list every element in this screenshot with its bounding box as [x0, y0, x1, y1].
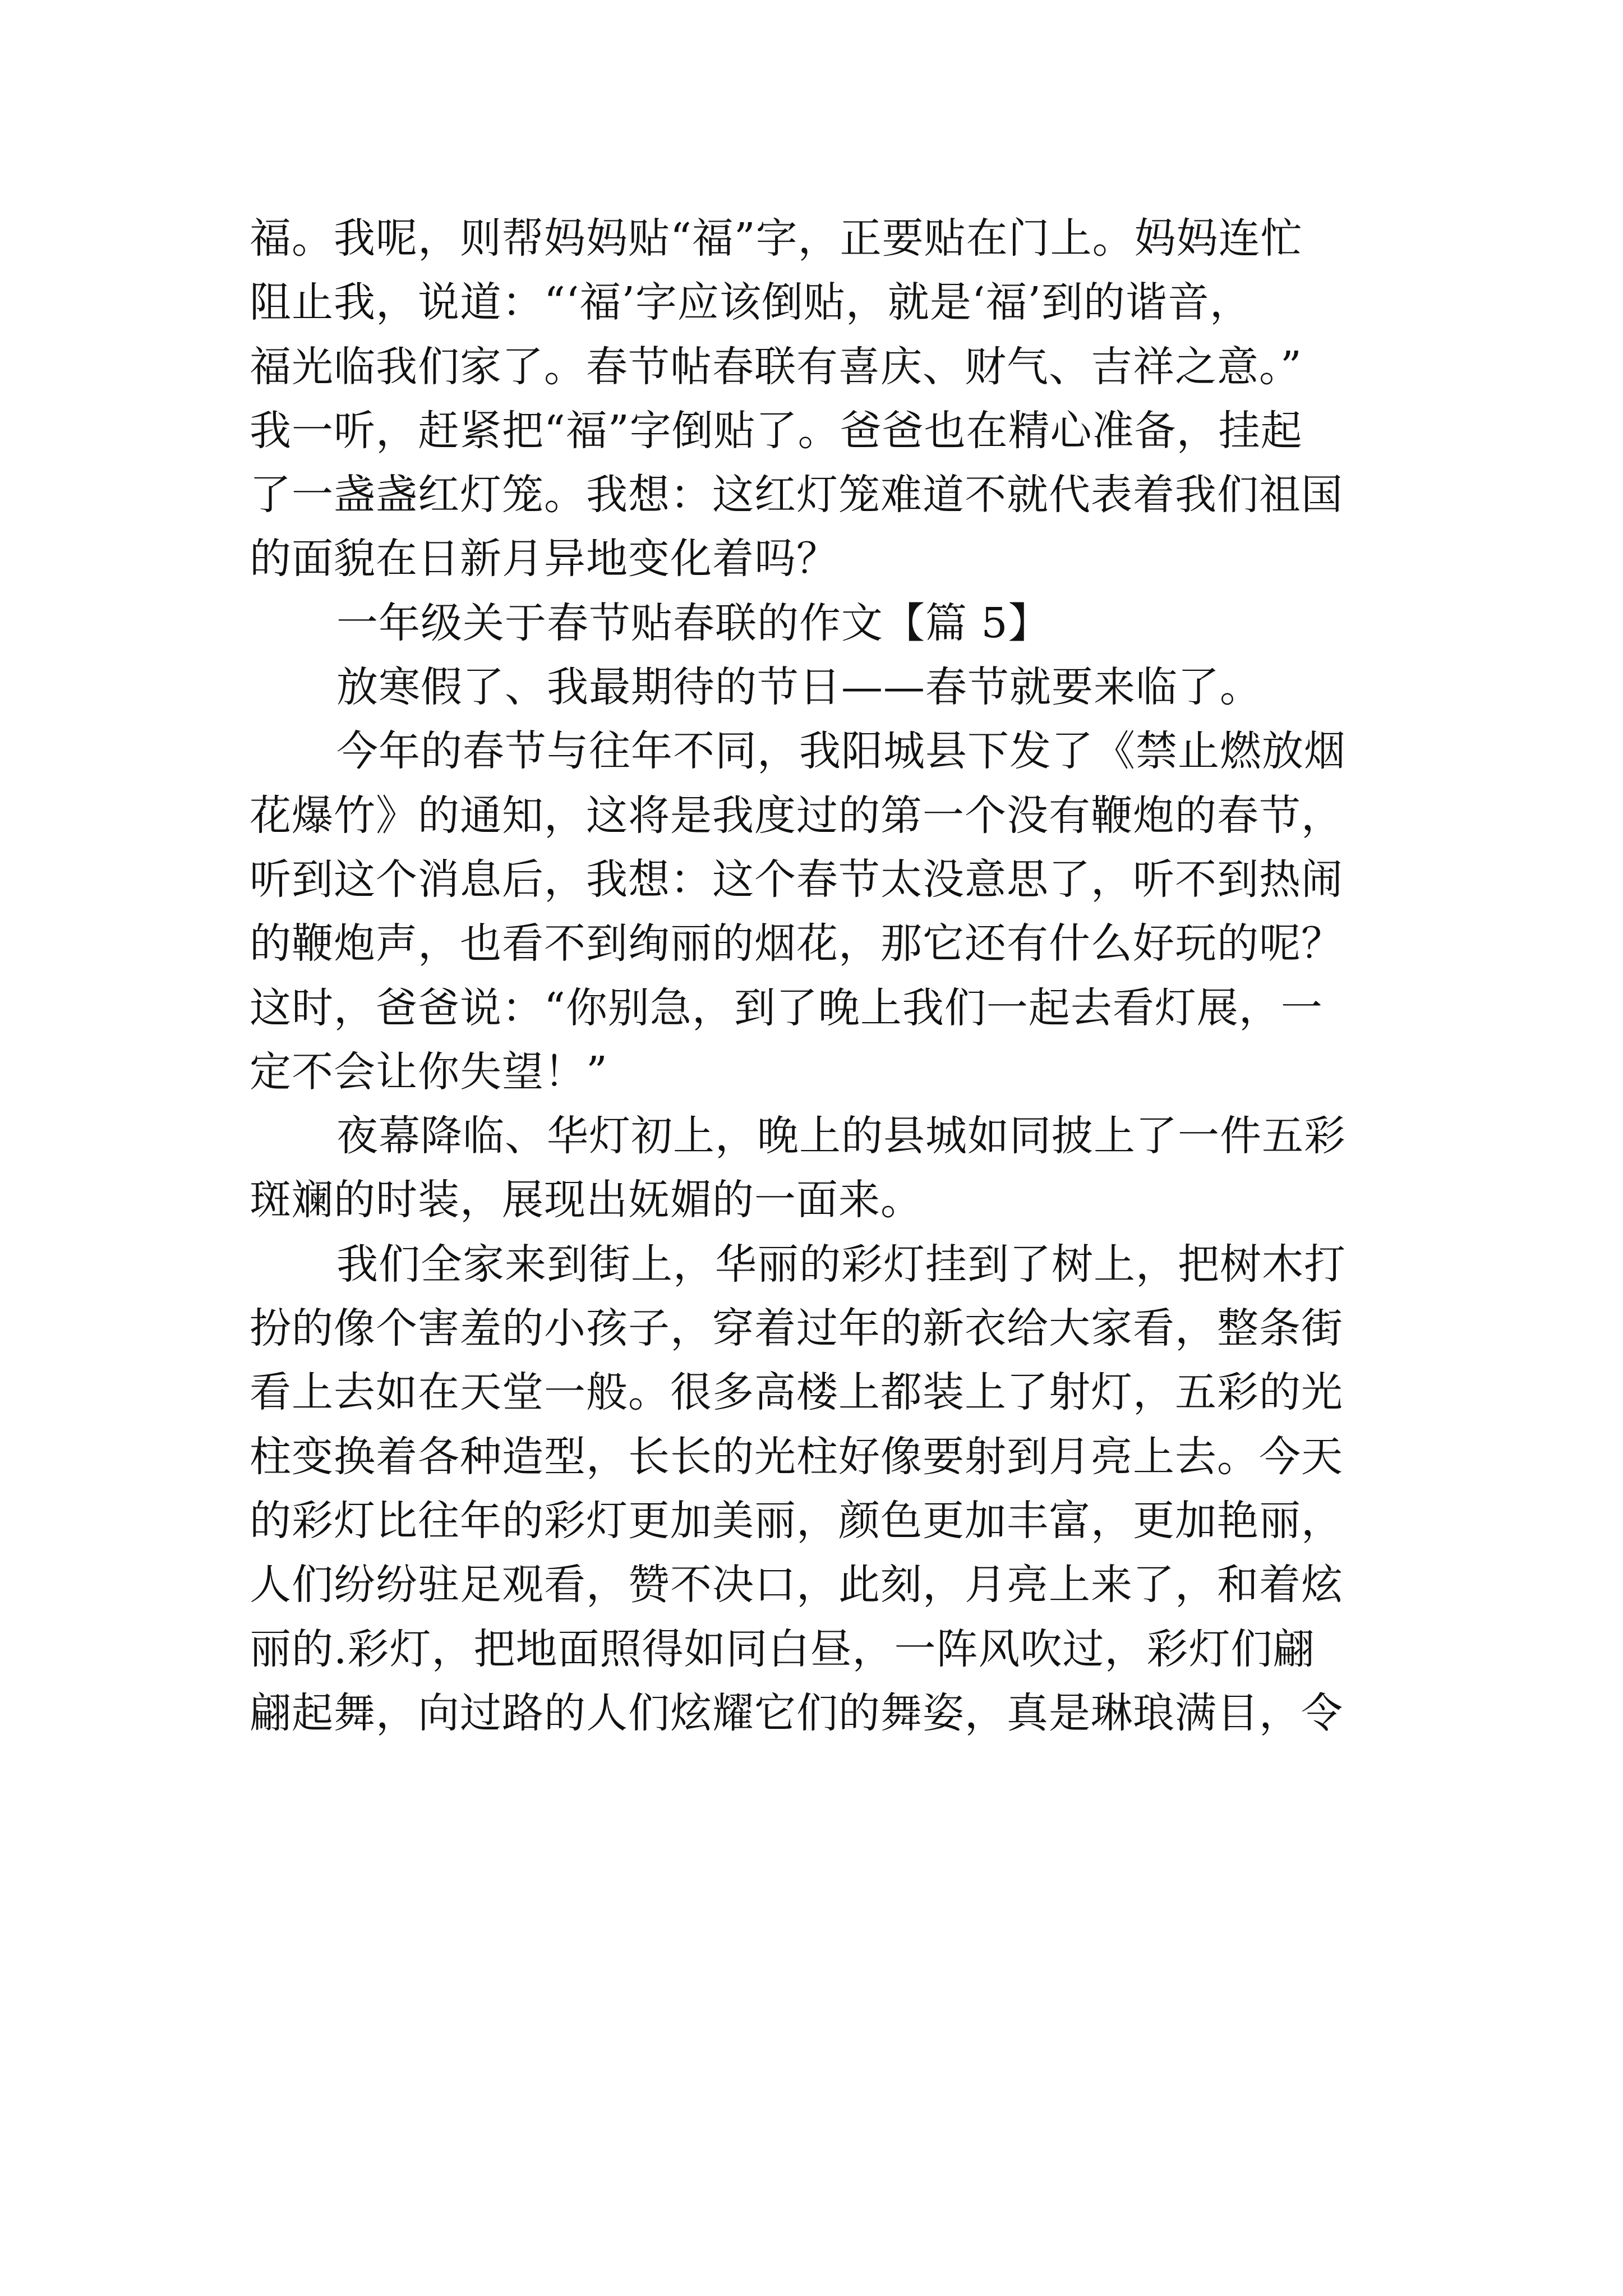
text-line: 这时，爸爸说：“你别急，到了晚上我们一起去看灯展，一 [250, 983, 1323, 1032]
text-line: 丽的.彩灯，把地面照得如同白昼，一阵风吹过，彩灯们翩 [250, 1625, 1315, 1673]
section-heading: 一年级关于春节贴春联的作文【篇 5】 [336, 599, 1050, 647]
text-line: 放寒假了、我最期待的节日——春节就要来临了。 [336, 663, 1262, 712]
text-line: 翩起舞，向过路的人们炫耀它们的舞姿，真是琳琅满目，令 [250, 1688, 1343, 1737]
text-line: 看上去如在天堂一般。很多高楼上都装上了射灯，五彩的光 [250, 1368, 1343, 1417]
text-line: 花爆竹》的通知，这将是我度过的第一个没有鞭炮的春节， [250, 791, 1343, 840]
text-line: 夜幕降临、华灯初上，晚上的县城如同披上了一件五彩 [336, 1112, 1346, 1161]
text-line: 福光临我们家了。春节帖春联有喜庆、财气、吉祥之意。” [250, 342, 1302, 391]
text-line: 福。我呢，则帮妈妈贴“福”字，正要贴在门上。妈妈连忙 [250, 214, 1303, 263]
text-line: 听到这个消息后，我想：这个春节太没意思了，听不到热闹 [250, 855, 1343, 904]
text-line: 今年的春节与往年不同，我阳城县下发了《禁止燃放烟 [336, 727, 1346, 776]
text-line: 的面貌在日新月异地变化着吗？ [250, 535, 838, 583]
text-line: 我一听，赶紧把“福”字倒贴了。爸爸也在精心准备，挂起 [250, 406, 1303, 455]
text-line: 了一盏盏红灯笼。我想：这红灯笼难道不就代表着我们祖国 [250, 471, 1343, 519]
text-line: 阻止我，说道：“‘福’字应该倒贴，就是‘福’到的谐音， [250, 278, 1252, 327]
text-line: 扮的像个害羞的小孩子，穿着过年的新衣给大家看，整条街 [250, 1304, 1343, 1353]
text-line: 我们全家来到街上，华丽的彩灯挂到了树上，把树木打 [336, 1240, 1346, 1289]
text-line: 定不会让你失望！” [250, 1047, 608, 1096]
text-line: 的鞭炮声，也看不到绚丽的烟花，那它还有什么好玩的呢？ [250, 919, 1343, 968]
text-line: 的彩灯比往年的彩灯更加美丽，颜色更加丰富，更加艳丽， [250, 1496, 1343, 1545]
essay-body [250, 206, 1394, 1745]
text-line: 柱变换着各种造型，长长的光柱好像要射到月亮上去。今天 [250, 1432, 1343, 1481]
text-line: 人们纷纷驻足观看，赞不决口，此刻，月亮上来了，和着炫 [250, 1561, 1343, 1609]
text-line: 斑斓的时装，展现出妩媚的一面来。 [250, 1176, 923, 1225]
